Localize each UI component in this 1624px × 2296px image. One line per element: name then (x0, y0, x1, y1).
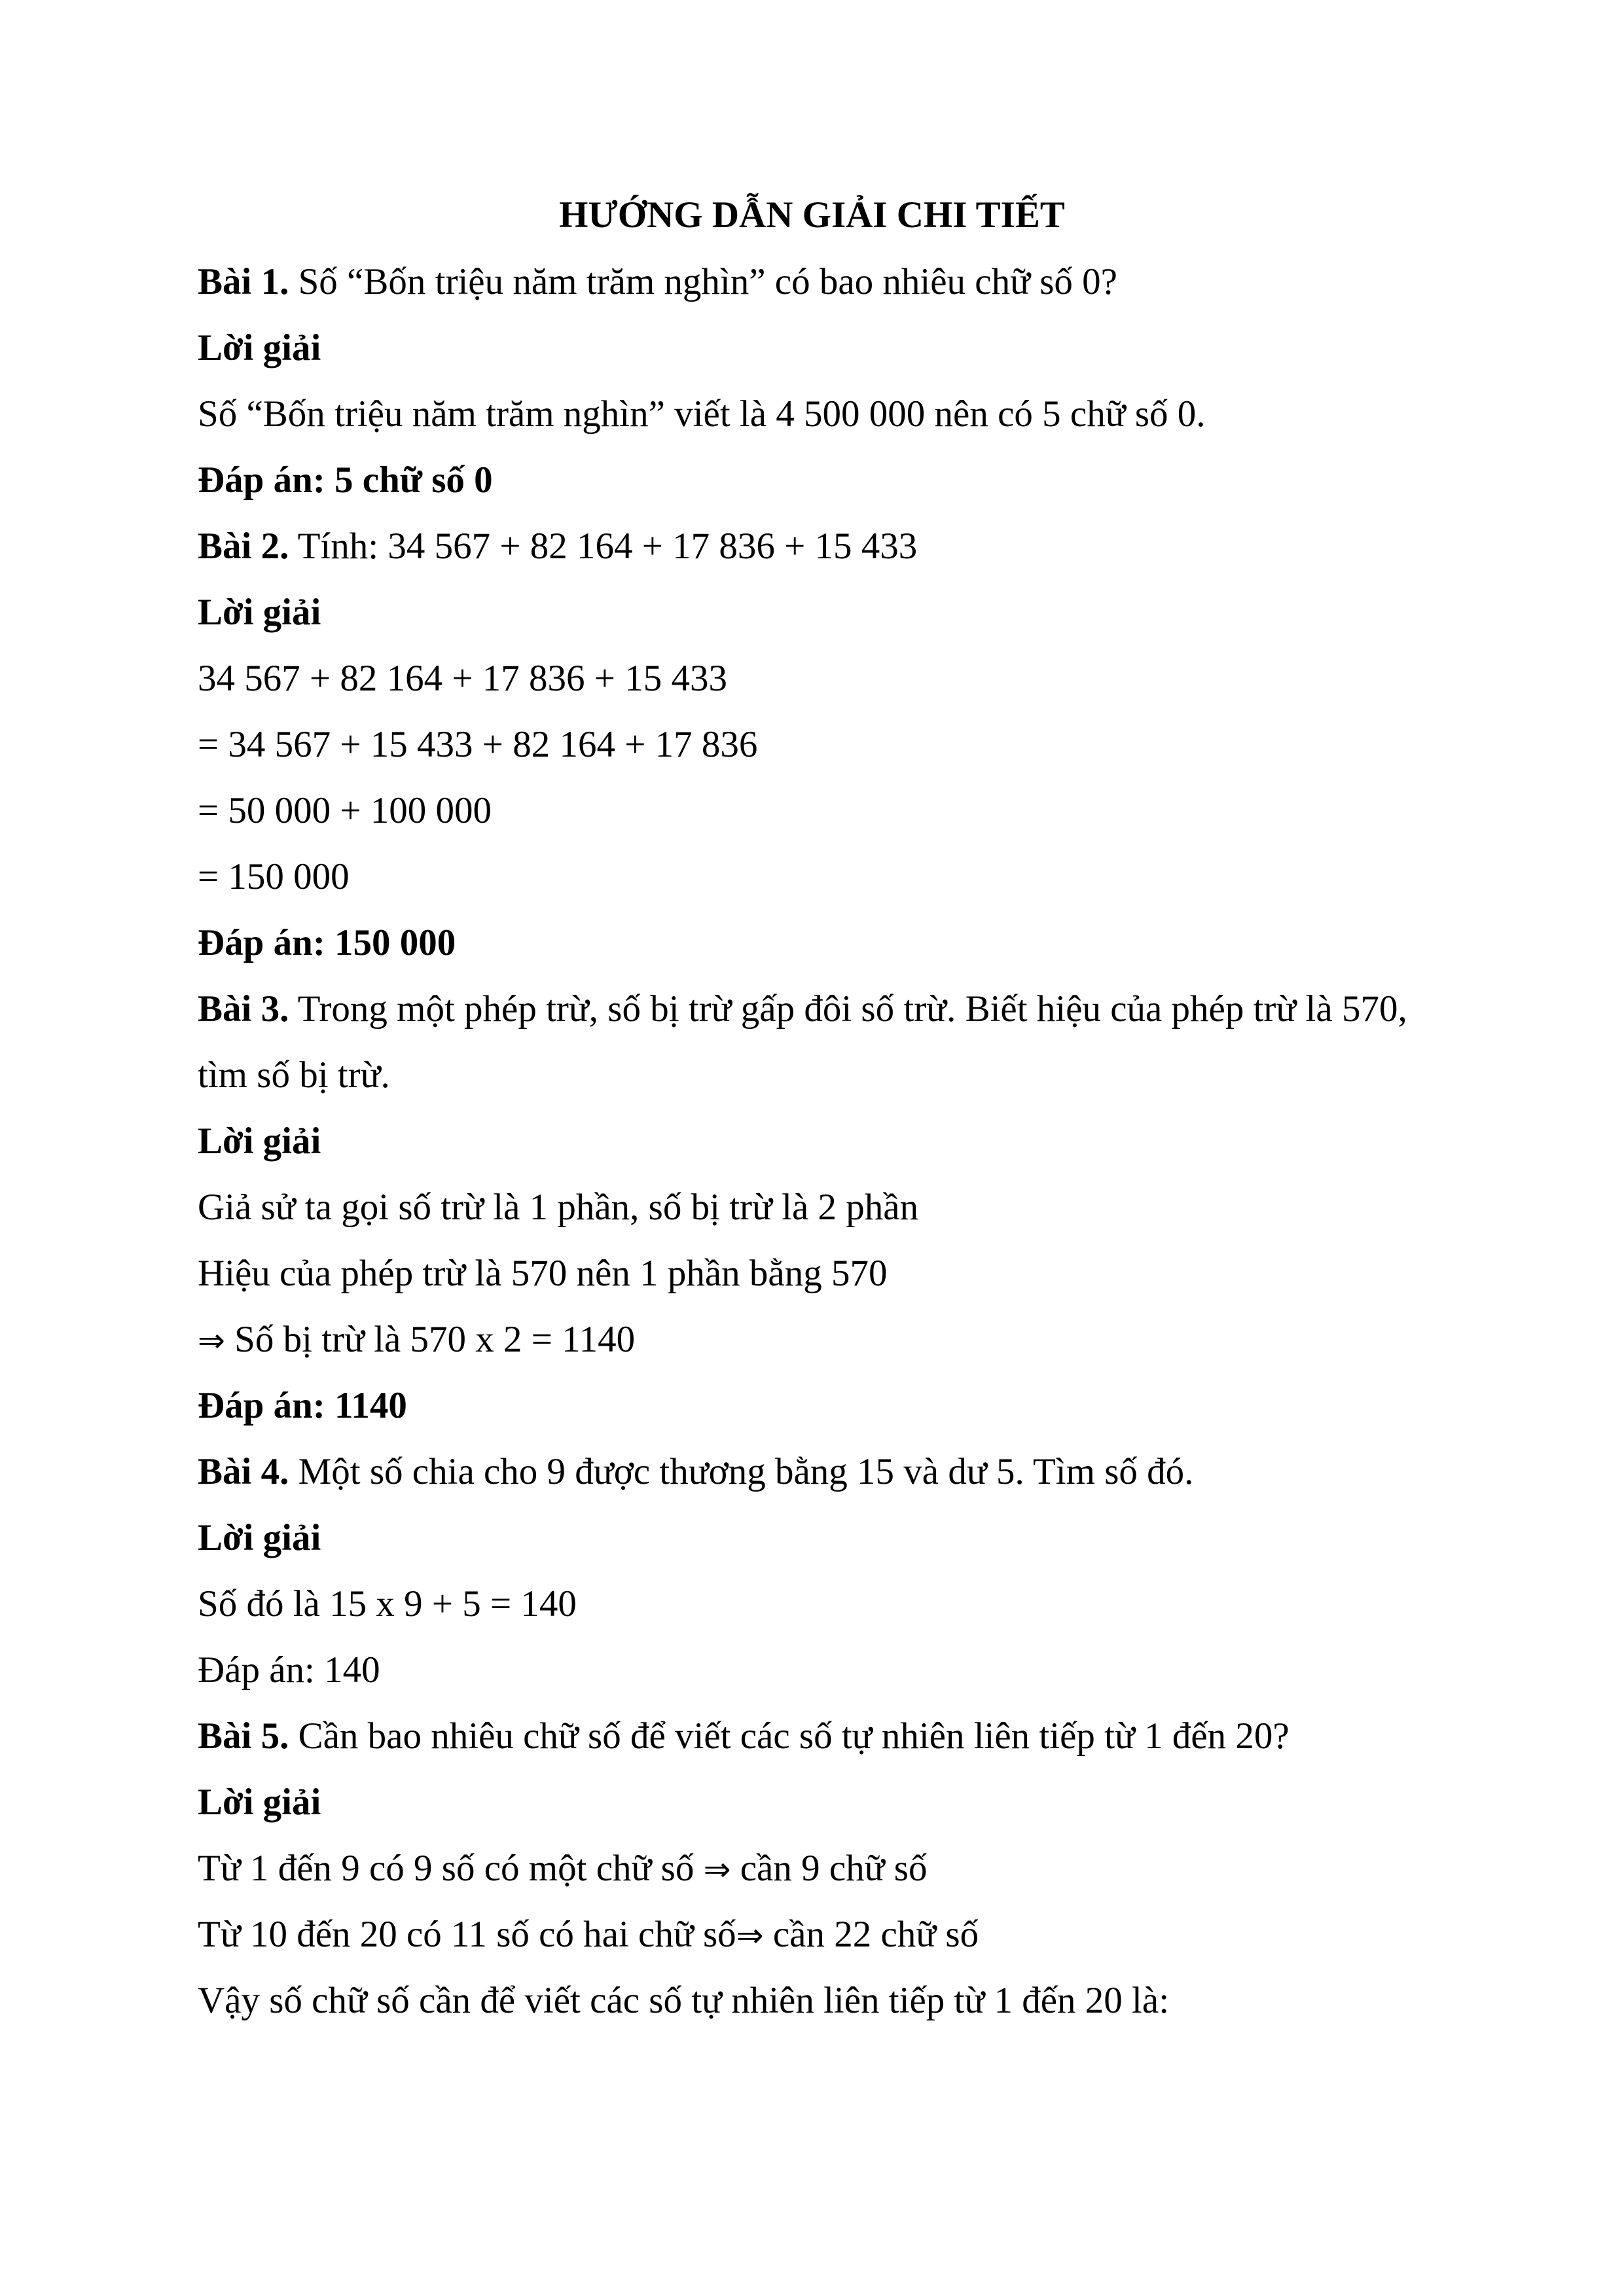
problem-3-step-2: Hiệu của phép trừ là 570 nên 1 phần bằng 570 (198, 1253, 888, 1294)
problem-3-step-1: Giả sử ta gọi số trừ là 1 phần, số bị trừ là 2 phần (198, 1187, 919, 1228)
problem-5-step-2: Từ 10 đến 20 có 11 số có hai chữ số⇒ cần 22 chữ số (198, 1914, 979, 1955)
problem-1-solution-heading: Lời giải (198, 327, 321, 368)
problem-2-step-2: = 34 567 + 15 433 + 82 164 + 17 836 (198, 724, 758, 765)
problem-1-label: Bài 1. (198, 261, 289, 302)
implies-arrow-icon: ⇒ (736, 1916, 764, 1954)
problem-2-step-4: = 150 000 (198, 856, 350, 897)
problem-1-step-1: Số “Bốn triệu năm trăm nghìn” viết là 4 500 000 nên có 5 chữ số 0. (198, 393, 1206, 435)
problem-2-answer: Đáp án: 150 000 (198, 922, 456, 963)
problem-2-label: Bài 2. (198, 526, 289, 567)
problem-5-label: Bài 5. (198, 1715, 289, 1757)
problem-3-answer: Đáp án: 1140 (198, 1385, 407, 1426)
problem-3-question: Bài 3. Trong một phép trừ, số bị trừ gấp đôi số trừ. Biết hiệu của phép trừ là 570, (198, 988, 1407, 1030)
problem-4-answer: Đáp án: 140 (198, 1649, 380, 1691)
page-title: HƯỚNG DẪN GIẢI CHI TIẾT (559, 194, 1065, 236)
problem-2-step-3: = 50 000 + 100 000 (198, 790, 492, 831)
problem-4-label: Bài 4. (198, 1451, 289, 1492)
implies-arrow-icon: ⇒ (198, 1321, 225, 1359)
problem-2-solution-heading: Lời giải (198, 592, 321, 633)
problem-1-answer: Đáp án: 5 chữ số 0 (198, 459, 493, 501)
problem-5-solution-heading: Lời giải (198, 1782, 321, 1823)
problem-4-question: Bài 4. Một số chia cho 9 được thương bằng 15 và dư 5. Tìm số đó. (198, 1451, 1194, 1492)
implies-arrow-icon: ⇒ (703, 1850, 731, 1888)
problem-1-question: Bài 1. Số “Bốn triệu năm trăm nghìn” có bao nhiêu chữ số 0? (198, 261, 1117, 302)
problem-2-step-1: 34 567 + 82 164 + 17 836 + 15 433 (198, 658, 727, 699)
problem-4-step-1: Số đó là 15 x 9 + 5 = 140 (198, 1583, 577, 1624)
problem-3-solution-heading: Lời giải (198, 1121, 321, 1162)
problem-3-question-cont: tìm số bị trừ. (198, 1054, 390, 1096)
problem-5-step-3: Vậy số chữ số cần để viết các số tự nhiên liên tiếp từ 1 đến 20 là: (198, 1980, 1170, 2021)
problem-5-step-1: Từ 1 đến 9 có 9 số có một chữ số ⇒ cần 9 chữ số (198, 1848, 928, 1889)
problem-3-label: Bài 3. (198, 988, 289, 1030)
problem-5-question: Bài 5. Cần bao nhiêu chữ số để viết các số tự nhiên liên tiếp từ 1 đến 20? (198, 1715, 1290, 1757)
problem-3-step-3: ⇒ Số bị trừ là 570 x 2 = 1140 (198, 1319, 636, 1360)
problem-4-solution-heading: Lời giải (198, 1517, 321, 1558)
problem-2-question: Bài 2. Tính: 34 567 + 82 164 + 17 836 + 15 433 (198, 526, 918, 567)
